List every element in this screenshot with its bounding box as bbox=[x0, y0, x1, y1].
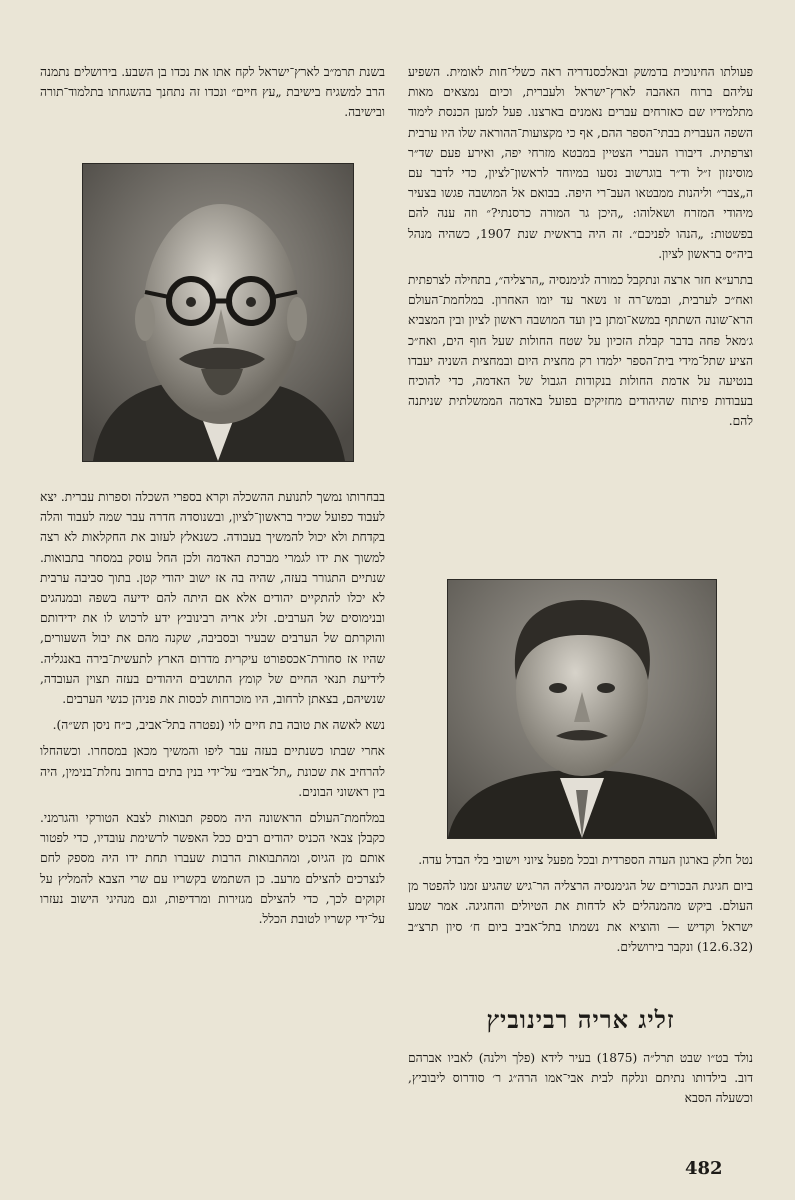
paragraph: ביום חגיגת הבכורים של הגימנסיה הרצליה הר־גיש שהגיע זמנו להפטר מן העולם. ביקש מהמנהלים לא לדחות את הטיולים והחגיגה. אמר שמע ישראל וקדיש — והוציא את נשמתו בתל־אביב ביום ח׳ סיון תרצ״ב (12.6.32) ונקבר בירושלים. bbox=[408, 879, 753, 954]
paragraph: פעולתו החינוכית בדמשק ובאלכסנדריה ראה כשלי־חות לאומית. השפיע עליהם ברוח האהבה לארץ־ישראל ולעברית, וכיום נמצאים מאות מתלמידיו שם כאזרחים עברים נאמנים בארצנו. פעל למען הכנסת לימוד השפה העברית בבתי־הספר ההם, אף כי מקצועות־ההוראה שלו היו ערבית וצרפתית. דיבורו העברי הצטיין במבטא מזרחי יפה, ואירע פעם שד״ר מוסינזון ז״ל וד״ר בוגרשוב נסעו במיוחד לראשון־לציון, כדי לדבר עם ה„צבר״ וליהנות ממבטאו העב־רי היפה. בבואם אל המושבה פגשו בצעיר מיהודי המזרח ושאלוהו: „היכן גר המורה כרסנתי?״ וזה ענה להם בפשטות: „הנהו לפניכם״. זה היה בראשית שנת 1907, כשהיה מנהל ביה״ס בראשון לציון. bbox=[408, 65, 753, 261]
right-column-text bbox=[408, 62, 753, 438]
left-column-top-text bbox=[40, 62, 385, 129]
left-column-text bbox=[40, 487, 385, 935]
portrait-image bbox=[83, 164, 353, 461]
paragraph: בתרע״א חזר ארצה ונתקבל כמורה לגימנסיה „הרצליה״, בתחילה לצרפתית ואח״כ לערבית, ובמש־רה זו נשאר עד יומו האחרון. במלחמת־העולם הרא־שונה השתתף במשא־ומתן בין ועד המושבה ראשון לציון ובין המצביא ג׳מאל פחה בדבר קבלת הזכיון על שטח החולות שעל חוף הים, ואח״כ הציע שתל־מידי בית־הספר ילמדו רק מחצית היום ובמחצית השניה יעבדו בנטיעה על אדמת החולות בנקודות הגבול של האדמה, כדי להוכיח בעבודות פיתוח שהיהודים מחזיקים בפועל באדמה הממשלתית שניתנה להם. bbox=[408, 273, 753, 429]
section-heading: זליג אריה רבינוביץ bbox=[486, 1005, 675, 1034]
portrait-photo-bottom bbox=[447, 579, 717, 839]
bottom-paragraph bbox=[408, 1048, 753, 1115]
right-column-lower-text bbox=[408, 850, 753, 963]
paragraph: נולד בט״ו שבט תרל״ה (1875) בעיר לידא (פלך וילנה) לאביו אברהם דוב. בילדותו נתיתם ונלקח לבית אבי־אמו הרה״ג ר׳ סודרוס ליבוביץ, וכשעלה הסבא bbox=[408, 1051, 753, 1106]
paragraph: בשנת תרמ״ב לארץ־ישראל לקח אתו את נכדו בן השבע. בירושלים נתמנה הרב למשגיח בישיבת „עץ חיים״ ונכדו זה נתחנך בהשגחתו בתלמוד־תורה ובישיבה. bbox=[40, 65, 385, 120]
paragraph: בבחרותו נמשך לתנועת ההשכלה וקרא בספרי השכלה וספרות עברית. יצא לעבוד כפועל שכיר בראשון־לציון, ובשנוסדה חדרה עבר שמה לעבוד והלה בקדחת ולא יכול להמשיך בעבודה. כשנאלץ לעזוב את החקלאות לא רצה למשוך את ידו לגמרי מברכת האדמה ולכן החל עוסק במסחר בתבואות. שנתיים התגורר בעזה, שהיה בה אז ישוב יהודי קטן. בתוך סביבה ערבית לא יכלו להתקיים יהודים אלא אם היתה להם ידיעה בשפה ובמנהגים ובנימוסים של הערבים. זליג אריה רבינוביץ ידע לרכוש לו את ידידותם והוקרתם של הערבים שבעיר ובסביבה, שקנה מהם את יבול השעורים, שהיו אז סחורת־אכספורט עיקרית מדרום הארץ לתעשית־בירה באנגליה. לידיעת תנאי החיים של קומץ התושבים היהודים בעזה תצוין העובדה, שנשיהם, בצאתן לרחוב, היו מוכרחות לכסות את פניהן כנשי הערבים. bbox=[40, 490, 385, 707]
paragraph: אחרי שבתו כשנתיים בעזה עבר ליפו והמשיך מכאן במסחרו. וכשהחלו להרחיב את שכונת „תל־אביב״ על־ידי בנין בתים ברחוב נחלת־בנימין, היה בין ראשוני הבונים. bbox=[40, 744, 385, 799]
portrait-photo-top bbox=[82, 163, 354, 462]
page-number: 482 bbox=[685, 1158, 723, 1179]
paragraph: נשא לאשה את טובה בת חיים לוי (נפטרה בתל־אביב, כ״ח ניסן תש״ה). bbox=[52, 718, 385, 733]
portrait-image bbox=[448, 580, 716, 838]
paragraph: נטל חלק בארגון העדה הספרדית ובכל מפעל ציוני וישובי בלי הבדל עדה. bbox=[418, 853, 753, 867]
paragraph: במלחמת־העולם הראשונה היה מספק תבואות לצבא הטורקי והגרמני. כקבלן צבאי הכניס יהודים רבים ככל האפשר לרשימת עובדיו, כדי לפטור אותם מן הגיוס, ומהתבואות הרבות שעברו תחת ידו היה מספק לחם לנצרכים להצילם מרעב. כן השתמש בקשריו עם שרי הצבא להמליץ על זקוקים לכך, כדי להצילם מגזירות ומרדיפות, וגם מנהיגי הישוב נעזרו על־ידי קשריו לטובת הכלל. bbox=[40, 811, 385, 927]
